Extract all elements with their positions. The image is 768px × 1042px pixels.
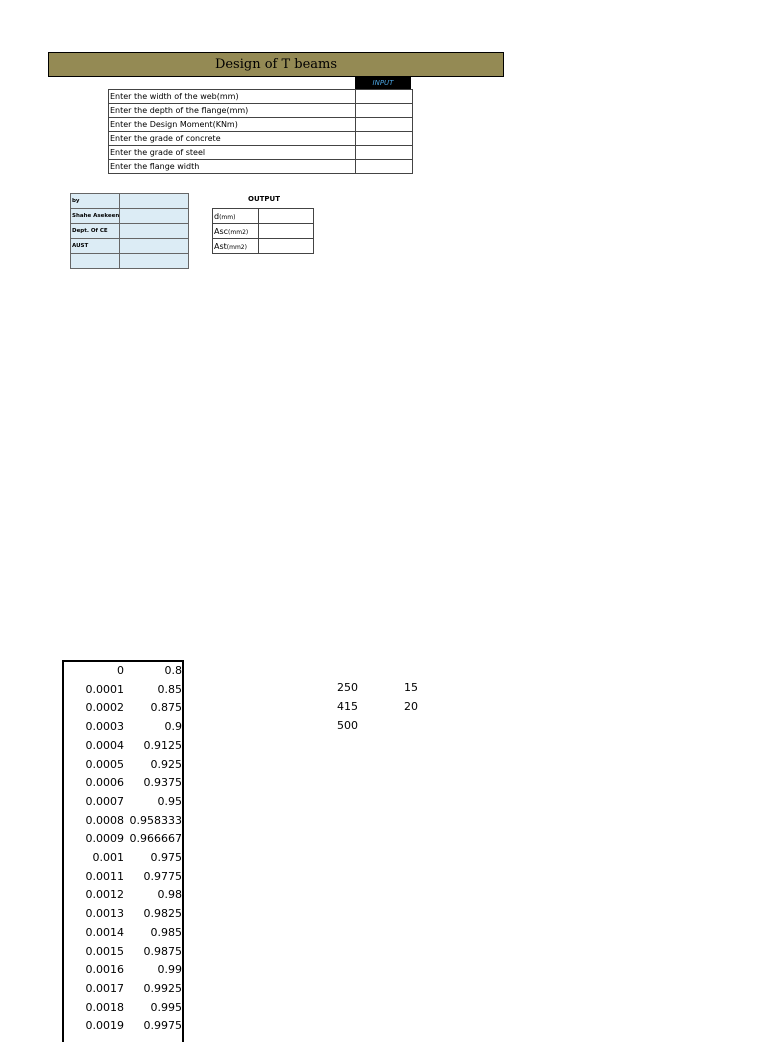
strain-value[interactable]: 0.0004	[85, 738, 124, 752]
output-header: OUTPUT	[248, 195, 280, 203]
table-row	[64, 699, 182, 718]
factor-value[interactable]: 0.9375	[143, 776, 182, 790]
input-steel-grade-cell[interactable]	[356, 146, 413, 160]
strain-value[interactable]: 0.0001	[85, 682, 124, 696]
credit-row	[71, 209, 189, 224]
input-row	[109, 104, 413, 118]
credit-cell[interactable]	[120, 224, 189, 239]
output-unit: (mm2)	[226, 243, 247, 251]
input-header: INPUT	[355, 76, 411, 89]
strain-value[interactable]: 0.0017	[85, 981, 124, 995]
input-concrete-grade-cell[interactable]	[356, 132, 413, 146]
output-table	[212, 208, 314, 254]
input-label-design-moment: Enter the Design Moment(KNm)	[109, 118, 356, 132]
output-row	[213, 224, 314, 239]
input-label-concrete-grade: Enter the grade of concrete	[109, 132, 356, 146]
factor-value[interactable]: 0.9875	[143, 944, 182, 958]
factor-value[interactable]: 0.95	[157, 794, 182, 808]
steel-grade-value: 500	[337, 719, 358, 732]
table-row	[64, 849, 182, 868]
input-row	[109, 132, 413, 146]
table-row	[64, 718, 182, 737]
credit-row	[71, 239, 189, 254]
factor-value[interactable]: 0.966667	[129, 832, 182, 846]
strain-value[interactable]: 0.001	[92, 851, 124, 864]
table-row	[64, 980, 182, 999]
credit-cell[interactable]	[120, 194, 189, 209]
input-table	[108, 89, 413, 174]
credit-text	[71, 254, 120, 269]
strain-value[interactable]: 0.0008	[85, 813, 124, 827]
factor-value[interactable]: 0.98	[157, 888, 182, 902]
output-row	[213, 209, 314, 224]
output-asc-cell[interactable]	[259, 224, 314, 239]
strain-value[interactable]: 0.0002	[85, 701, 124, 715]
credit-row	[71, 254, 189, 269]
strain-value[interactable]: 0.0013	[85, 907, 124, 921]
table-row	[64, 868, 182, 887]
table-row	[64, 662, 182, 681]
strain-value[interactable]: 0.0011	[85, 869, 124, 883]
factor-value[interactable]: 0.958333	[129, 813, 182, 827]
table-row	[64, 812, 182, 831]
input-label-web-width: Enter the width of the web(mm)	[109, 90, 356, 104]
credit-row	[71, 224, 189, 239]
input-design-moment-cell[interactable]	[356, 118, 413, 132]
concrete-grade-value: 15	[404, 681, 418, 694]
output-key: d	[214, 211, 220, 221]
credit-text: by	[71, 194, 120, 209]
table-row	[64, 774, 182, 793]
input-web-width-cell[interactable]	[356, 90, 413, 104]
sheet-title: Design of T beams	[48, 52, 504, 77]
table-row	[64, 905, 182, 924]
output-unit: (mm)	[219, 213, 236, 221]
factor-value[interactable]: 0.8	[164, 664, 182, 677]
strain-value[interactable]: 0.0003	[85, 720, 124, 734]
output-key: Ast	[214, 241, 227, 251]
output-row	[213, 239, 314, 254]
factor-value[interactable]: 0.85	[157, 682, 182, 696]
credit-row	[71, 194, 189, 209]
output-unit: (mm2)	[228, 228, 249, 236]
factor-value[interactable]: 0.99	[157, 963, 182, 977]
strain-value[interactable]: 0.0005	[85, 757, 124, 771]
credit-text: AUST	[71, 239, 120, 254]
table-row	[64, 793, 182, 812]
table-row	[64, 886, 182, 905]
table-row	[64, 681, 182, 700]
credit-text: Dept. Of CE	[71, 224, 120, 239]
input-row	[109, 146, 413, 160]
output-d-cell[interactable]	[259, 209, 314, 224]
strain-value[interactable]: 0.0012	[85, 888, 124, 902]
table-row	[64, 999, 182, 1018]
steel-grade-value: 415	[337, 700, 358, 713]
strain-value[interactable]: 0.0014	[85, 925, 124, 939]
factor-value[interactable]: 0.995	[150, 1000, 182, 1014]
table-row	[64, 961, 182, 980]
table-row	[64, 1017, 182, 1036]
table-row	[64, 924, 182, 943]
table-row	[64, 943, 182, 962]
output-label-ast	[213, 239, 259, 254]
input-flange-depth-cell[interactable]	[356, 104, 413, 118]
output-key: Asc	[214, 226, 229, 236]
input-label-flange-width: Enter the flange width	[109, 160, 356, 174]
strain-value[interactable]: 0.0019	[85, 1019, 124, 1033]
credit-cell[interactable]	[120, 254, 189, 269]
strain-value[interactable]: 0.0006	[85, 776, 124, 790]
concrete-grade-value: 20	[404, 700, 418, 713]
factor-value[interactable]: 0.9775	[143, 869, 182, 883]
strain-value[interactable]: 0.0018	[85, 1000, 124, 1014]
credit-cell[interactable]	[120, 239, 189, 254]
factor-value[interactable]: 0.925	[150, 757, 182, 771]
factor-value[interactable]: 0.9125	[143, 738, 182, 752]
input-row	[109, 118, 413, 132]
output-label-d	[213, 209, 259, 224]
table-row	[64, 737, 182, 756]
factor-value[interactable]: 0.9	[164, 720, 182, 734]
factor-value[interactable]: 0.9825	[143, 907, 182, 921]
input-label-steel-grade: Enter the grade of steel	[109, 146, 356, 160]
strain-value[interactable]: 0.0009	[85, 832, 124, 846]
credit-text: Shahe Asekeen	[71, 209, 120, 224]
steel-grade-value: 250	[337, 681, 358, 694]
input-flange-width-cell[interactable]	[356, 160, 413, 174]
strain-value[interactable]: 0.0016	[85, 963, 124, 977]
output-ast-cell[interactable]	[259, 239, 314, 254]
input-label-flange-depth: Enter the depth of the flange(mm)	[109, 104, 356, 118]
credit-table	[70, 193, 189, 269]
table-row	[64, 756, 182, 775]
factor-value[interactable]: 0.875	[150, 701, 182, 715]
factor-value[interactable]: 0.985	[150, 925, 182, 939]
factor-value[interactable]: 0.975	[150, 851, 182, 864]
input-row	[109, 160, 413, 174]
input-row	[109, 90, 413, 104]
factor-value[interactable]: 0.9975	[143, 1019, 182, 1033]
strain-lookup-table	[62, 660, 184, 1042]
strain-value[interactable]: 0.0015	[85, 944, 124, 958]
table-row	[64, 830, 182, 849]
output-label-asc	[213, 224, 259, 239]
strain-value[interactable]: 0	[117, 664, 124, 677]
strain-value[interactable]: 0.0007	[85, 794, 124, 808]
factor-value[interactable]: 0.9925	[143, 981, 182, 995]
credit-cell[interactable]	[120, 209, 189, 224]
